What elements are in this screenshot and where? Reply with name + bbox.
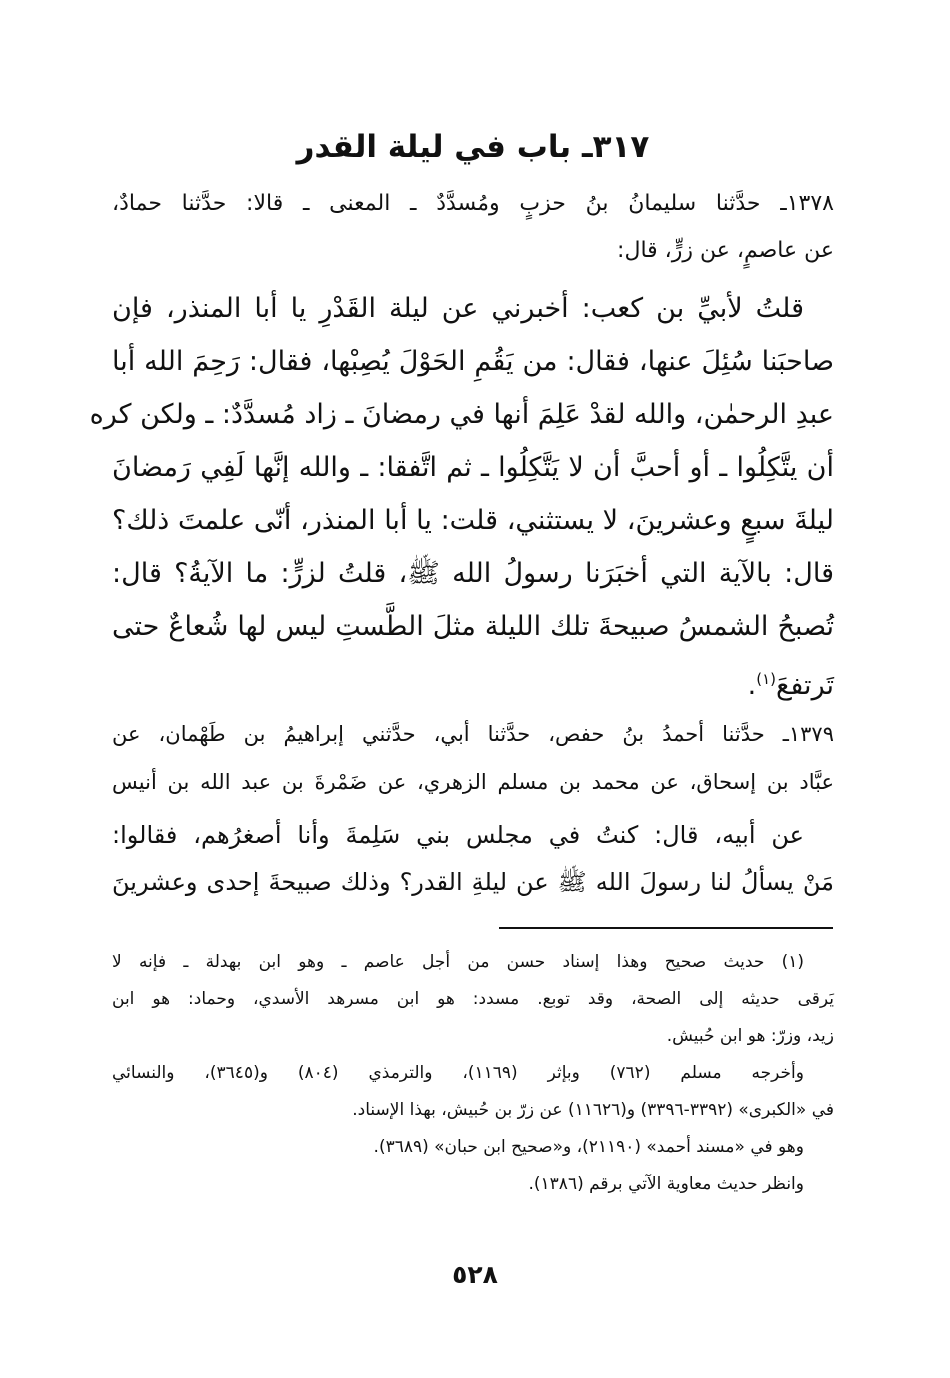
footnote-marker: (١) <box>756 670 777 688</box>
chapter-heading: ٣١٧ـ باب في ليلة القدر <box>296 129 650 165</box>
matn-line: أن يتَّكِلُوا ـ أو أحبَّ أن لا يَتَّكِلُوا ـ ثم اتَّفقا: ـ والله إنَّها لَفِي رَمضانَ <box>112 452 834 483</box>
footnote-line: في «الكبرى» (٣٣٩٢-٣٣٩٦) و(١١٦٢٦) عن زرّ بن حُبيش، بهذا الإسناد. <box>352 1100 834 1120</box>
matn-line: قال: بالآية التي أخبَرَنا رسولُ الله ﷺ، قلتُ لزرٍّ: ما الآيةُ؟ قال: <box>112 558 834 589</box>
matn-text: تَرتفعَ <box>776 670 834 701</box>
footnote-line: زيد، وزرّ: هو ابن حُبيش. <box>666 1026 834 1046</box>
matn-line: عن أبيه، قال: كنتُ في مجلس بني سَلِمةَ وأنا أصغرُهم، فقالوا: <box>112 821 804 849</box>
matn-line <box>112 653 834 712</box>
footnote-line: وأخرجه مسلم (٧٦٢) وبإثر (١١٦٩)، والترمذي (٨٠٤) و(٣٦٤٥)، والنسائي <box>112 1063 804 1083</box>
isnad-line: عن عاصمٍ، عن زرٍّ، قال: <box>617 238 834 263</box>
matn-line: عبدِ الرحمٰن، والله لقدْ عَلِمَ أنها في رمضانَ ـ زاد مُسدَّدٌ: ـ ولكن كره <box>89 399 834 430</box>
isnad-line: ١٣٧٨ـ حدَّثنا سليمانُ بنُ حزبٍ ومُسدَّدٌ ـ المعنى ـ قالا: حدَّثنا حمادٌ، <box>112 191 834 216</box>
footnote-line: وهو في «مسند أحمد» (٢١١٩٠)، و«صحيح ابن حبان» (٣٦٨٩). <box>373 1137 804 1157</box>
matn-line: ليلةَ سبعٍ وعشرينَ، لا يستثني، قلت: يا أبا المنذر، أنّى علمتَ ذلك؟ <box>112 505 834 536</box>
isnad-line: عبَّاد بن إسحاق، عن محمد بن مسلم الزهري، عن ضَمْرةَ بن عبد الله بن أنيس <box>112 770 834 794</box>
matn-line: مَنْ يسألُ لنا رسولَ الله ﷺ عن ليلةِ القدر؟ وذلك صبيحةَ إحدى وعشرينَ <box>112 868 834 896</box>
hadith-1378-matn <box>89 282 834 712</box>
footnote-line: وانظر حديث معاوية الآتي برقم (١٣٨٦). <box>528 1174 804 1194</box>
page-number: ٥٢٨ <box>452 1260 498 1289</box>
footnote-line: (١) حديث صحيح وهذا إسناد حسن من أجل عاصم ـ وهو ابن بهدلة ـ فإنه لا <box>112 952 804 972</box>
footnote-separator <box>499 927 833 929</box>
matn-line: قلتُ لأبيِّ بن كعب: أخبرني عن ليلة القَدْرِ يا أبا المنذر، فإن <box>112 293 804 324</box>
isnad-line: ١٣٧٩ـ حدَّثنا أحمدُ بنُ حفص، حدَّثنا أبي، حدَّثني إبراهيمُ بن طَهْمان، عن <box>112 722 834 746</box>
footnote-line: يَرقى حديثه إلى الصحة، وقد توبع. مسدد: هو ابن مسرهد الأسدي، وحماد: هو ابن <box>112 989 834 1009</box>
footnotes <box>112 944 834 1203</box>
hadith-1379-isnad <box>112 710 834 806</box>
hadith-1379-matn <box>112 812 834 906</box>
matn-line: صاحبَنا سُئِلَ عنها، فقال: من يَقُمِ الحَوْلَ يُصِبْها، فقال: رَحِمَ الله أبا <box>112 346 834 377</box>
matn-line: تُصبحُ الشمسُ صبيحةَ تلك الليلة مثلَ الطَّستِ ليس لها شُعاعٌ حتى <box>112 611 834 642</box>
hadith-1378-isnad <box>112 180 834 274</box>
matn-period: . <box>747 670 757 701</box>
